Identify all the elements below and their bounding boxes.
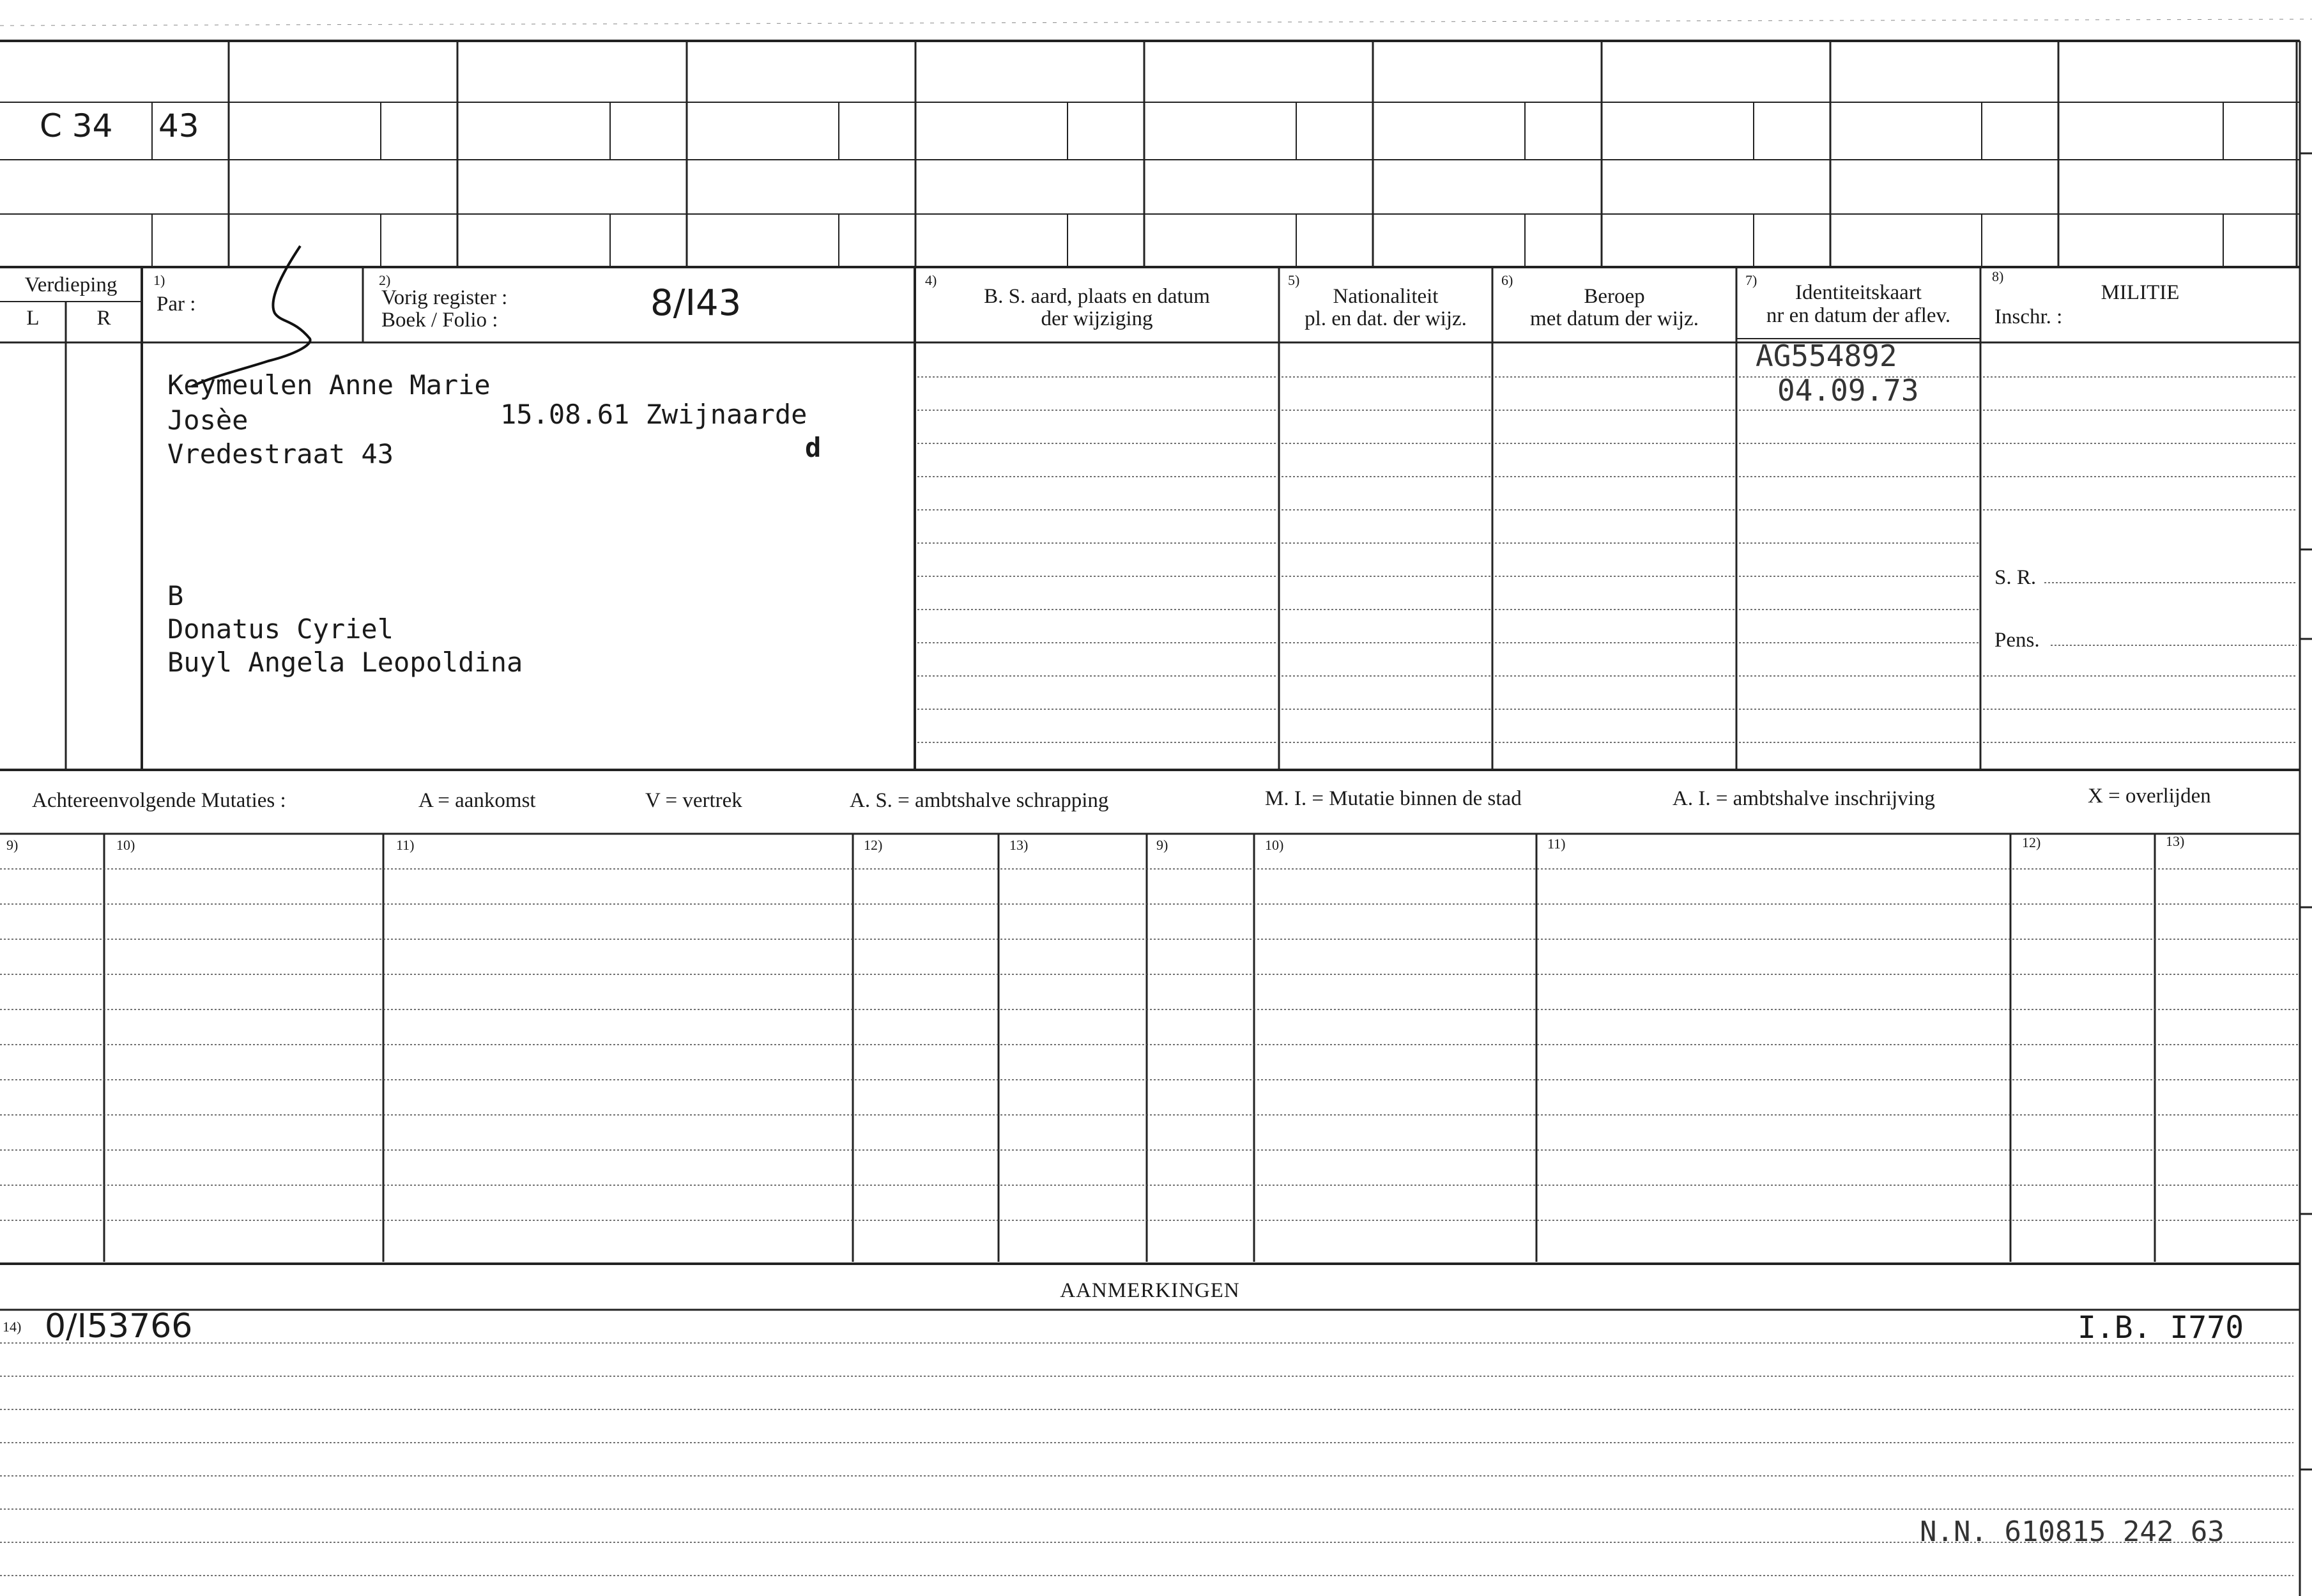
mut-col-13-a: 13) bbox=[1009, 837, 1029, 853]
person-sex: d bbox=[805, 432, 822, 463]
id-card-date: 04.09.73 bbox=[1777, 373, 1919, 408]
col5-title-line1: Nationaliteit bbox=[1333, 285, 1439, 308]
pens-label: Pens. bbox=[1994, 629, 2040, 652]
remarks-right-value: I.B. I770 bbox=[2078, 1310, 2244, 1346]
person-birth: 15.08.61 Zwijnaarde bbox=[500, 399, 808, 430]
mut-col-12-b: 12) bbox=[2022, 834, 2041, 850]
vorig-register-label: Vorig register : bbox=[381, 286, 508, 309]
remarks-number: 14) bbox=[3, 1319, 22, 1335]
remarks-title: AANMERKINGEN bbox=[1060, 1279, 1240, 1302]
id-card-number: AG554892 bbox=[1756, 339, 1897, 373]
verdieping-title: Verdieping bbox=[24, 273, 118, 296]
col4-number: 4) bbox=[925, 272, 937, 288]
person-firstname: Josèe bbox=[167, 404, 249, 436]
col4-title-line1: B. S. aard, plaats en datum bbox=[984, 285, 1210, 308]
col6-title-line1: Beroep bbox=[1584, 285, 1645, 308]
person-father: Donatus Cyriel bbox=[167, 613, 394, 645]
col8-number: 8) bbox=[1992, 268, 2004, 284]
par-label: Par : bbox=[157, 293, 196, 316]
legend-schrapping: A. S. = ambtshalve schrapping bbox=[850, 789, 1109, 812]
mut-col-11-b: 11) bbox=[1547, 836, 1566, 852]
mut-col-12-a: 12) bbox=[864, 837, 883, 853]
mut-col-9-a: 9) bbox=[6, 837, 19, 853]
col4-title-line2: der wijziging bbox=[1041, 307, 1153, 330]
col7-title-line1: Identiteitskaart bbox=[1795, 281, 1922, 304]
boek-folio-label: Boek / Folio : bbox=[381, 309, 498, 332]
col7-title-line2: nr en datum der aflev. bbox=[1766, 304, 1951, 327]
mut-col-13-b: 13) bbox=[2166, 833, 2185, 849]
col7-number: 7) bbox=[1745, 272, 1757, 288]
mut-col-9-b: 9) bbox=[1156, 837, 1168, 853]
legend-vertrek: V = vertrek bbox=[645, 789, 742, 812]
national-number: N.N. 610815 242 63 bbox=[1920, 1515, 2224, 1548]
register-code: C 34 bbox=[40, 107, 113, 144]
militie-title: MILITIE bbox=[2101, 281, 2180, 304]
inschr-label: Inschr. : bbox=[1994, 305, 2063, 328]
person-mother: Buyl Angela Leopoldina bbox=[167, 647, 523, 678]
col5-title-line2: pl. en dat. der wijz. bbox=[1305, 307, 1467, 330]
verdieping-left: L bbox=[26, 307, 40, 330]
col5-number: 5) bbox=[1288, 272, 1300, 288]
legend-inschrijving: A. I. = ambtshalve inschrijving bbox=[1673, 787, 1935, 810]
mut-col-10-a: 10) bbox=[116, 837, 135, 853]
person-name: Keymeulen Anne Marie bbox=[167, 369, 491, 401]
col2-number: 2) bbox=[379, 272, 391, 288]
col1-number: 1) bbox=[153, 272, 165, 288]
register-number: 43 bbox=[158, 107, 199, 144]
legend-overlijden: X = overlijden bbox=[2088, 785, 2211, 808]
vorig-register-value: 8/I43 bbox=[650, 282, 742, 324]
col6-title-line2: met datum der wijz. bbox=[1530, 307, 1699, 330]
mut-col-11-a: 11) bbox=[396, 837, 415, 853]
legend-aankomst: A = aankomst bbox=[418, 789, 536, 812]
remarks-left-value: 0/I53766 bbox=[45, 1307, 193, 1346]
sr-label: S. R. bbox=[1994, 566, 2037, 589]
verdieping-right: R bbox=[96, 307, 111, 330]
col6-number: 6) bbox=[1501, 272, 1513, 288]
mutations-title: Achtereenvolgende Mutaties : bbox=[32, 789, 286, 812]
person-status: B bbox=[167, 580, 184, 611]
person-address: Vredestraat 43 bbox=[167, 438, 394, 470]
mut-col-10-b: 10) bbox=[1265, 837, 1284, 853]
legend-mutatie-stad: M. I. = Mutatie binnen de stad bbox=[1265, 787, 1522, 810]
